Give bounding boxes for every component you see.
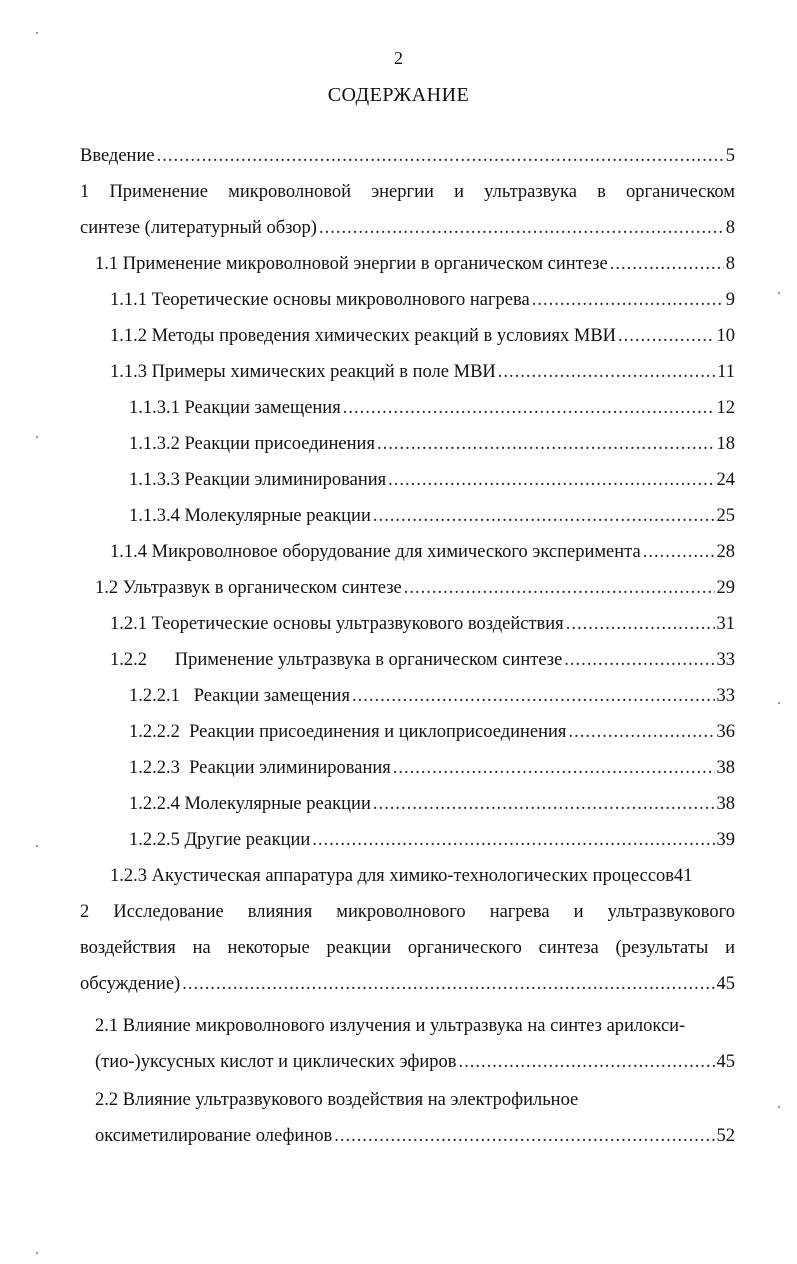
toc-entry-1-1[interactable] <box>95 246 735 282</box>
scan-speck <box>36 436 38 438</box>
dot-leader <box>532 282 724 318</box>
toc-entry-2-2-line1[interactable]: 2.2 Влияние ультразвукового воздействия на электрофильное <box>95 1090 579 1110</box>
scan-speck <box>36 1252 38 1254</box>
toc-entry-page: 36 <box>716 722 735 742</box>
toc-entry-title: 1.1.2 Методы проведения химических реакций в условиях МВИ <box>110 326 617 346</box>
toc-entry-page: 11 <box>717 362 735 382</box>
dot-leader <box>568 714 714 750</box>
toc-entry-2-1[interactable] <box>95 1044 735 1080</box>
toc-entry-title: 1.2.2.1 Реакции замещения <box>129 686 350 706</box>
toc-entry-title: оксиметилирование олефинов <box>95 1126 333 1146</box>
dot-leader <box>393 750 715 786</box>
toc-entry-page: 28 <box>716 542 735 562</box>
toc-entry-1-1-3[interactable] <box>110 354 735 390</box>
dot-leader <box>157 138 724 174</box>
toc-entry-page: 9 <box>725 290 735 310</box>
toc-entry-title: 1.2.2 Применение ультразвука в органическом синтезе <box>110 650 563 670</box>
toc-entry-title: 1.1.3.2 Реакции присоединения <box>129 434 375 454</box>
toc-entry-page: 38 <box>716 758 735 778</box>
toc-entry-1-2-2-2[interactable] <box>129 714 735 750</box>
toc-entry-1-1-3-3[interactable] <box>129 462 735 498</box>
toc-entry-title: 1.1.3 Примеры химических реакций в поле МВИ <box>110 362 496 382</box>
toc-entry-1-1-3-1[interactable] <box>129 390 735 426</box>
toc-entry-ch1-line1[interactable]: 1 Применение микроволновой энергии и ультразвука в органическом <box>80 182 735 202</box>
dot-leader <box>610 246 724 282</box>
scan-speck <box>36 32 38 34</box>
toc-entry-1-1-2[interactable] <box>110 318 735 354</box>
toc-entry-page: 25 <box>716 506 735 526</box>
toc-entry-title: обсуждение) <box>80 974 181 994</box>
toc-entry-page: 24 <box>716 470 735 490</box>
dot-leader <box>319 210 724 246</box>
dot-leader <box>643 534 715 570</box>
toc-entry-1-2-2-3[interactable] <box>129 750 735 786</box>
toc-entry-page: 45 <box>716 974 735 994</box>
toc-entry-title: 1.2.2.4 Молекулярные реакции <box>129 794 371 814</box>
toc-entry-page: 39 <box>716 830 735 850</box>
dot-leader <box>352 678 715 714</box>
toc-entry-1-2-1[interactable] <box>110 606 735 642</box>
dot-leader <box>377 426 715 462</box>
dot-leader <box>566 606 715 642</box>
toc-entry-page: 45 <box>716 1052 735 1072</box>
dot-leader <box>388 462 714 498</box>
toc-entry-1-1-4[interactable] <box>110 534 735 570</box>
toc-entry-1-1-1[interactable] <box>110 282 735 318</box>
toc-entry-2-1-line1[interactable]: 2.1 Влияние микроволнового излучения и ультразвука на синтез арилокси- <box>95 1016 686 1036</box>
page-title: СОДЕРЖАНИЕ <box>327 84 470 106</box>
toc-entry-1-2-3[interactable] <box>110 858 735 894</box>
toc-entry-title: 1.1.3.1 Реакции замещения <box>129 398 341 418</box>
scan-speck <box>778 702 780 704</box>
dot-leader <box>373 786 715 822</box>
toc-entry-title: 1.1 Применение микроволновой энергии в органическом синтезе <box>95 254 608 274</box>
toc-entry-ch2-line1[interactable]: 2 Исследование влияния микроволнового нагрева и ультразвукового <box>80 902 735 922</box>
toc-entry-page: 31 <box>716 614 735 634</box>
dot-leader <box>404 570 715 606</box>
toc-entry-page: 5 <box>725 146 735 166</box>
toc-entry-title: 1.1.3.3 Реакции элиминирования <box>129 470 387 490</box>
toc-entry-ch2-line2[interactable]: воздействия на некоторые реакции органического синтеза (результаты и <box>80 938 735 958</box>
toc-entry-1-2-2[interactable] <box>110 642 735 678</box>
toc-entry-title: 1.2.1 Теоретические основы ультразвукового воздействия <box>110 614 564 634</box>
toc-entry-1-2-2-5[interactable] <box>129 822 735 858</box>
toc-entry-title: 1.2 Ультразвук в органическом синтезе <box>95 578 402 598</box>
scan-speck <box>778 292 780 294</box>
toc-entry-title: 1.2.3 Акустическая аппаратура для химико-технологических процессов <box>110 866 675 886</box>
scan-speck <box>36 845 38 847</box>
toc-entry-page: 29 <box>716 578 735 598</box>
toc-entry-title: 1.2.2.2 Реакции присоединения и циклоприсоединения <box>129 722 567 742</box>
toc-entry-title: (тио-)уксусных кислот и циклических эфиров <box>95 1052 457 1072</box>
toc-entry-2-2[interactable] <box>95 1118 735 1154</box>
toc-entry-page: 38 <box>716 794 735 814</box>
toc-entry-1-2-2-4[interactable] <box>129 786 735 822</box>
toc-entry-ch1[interactable] <box>80 210 735 246</box>
toc-entry-1-1-3-2[interactable] <box>129 426 735 462</box>
dot-leader <box>564 642 714 678</box>
toc-entry-page: 33 <box>716 686 735 706</box>
toc-entry-1-2[interactable] <box>95 570 735 606</box>
toc-entry-title: Введение <box>80 146 155 166</box>
dot-leader <box>343 390 715 426</box>
toc-entry-title: 1.2.2.3 Реакции элиминирования <box>129 758 391 778</box>
toc-entry-page: 33 <box>716 650 735 670</box>
dot-leader <box>182 966 714 1002</box>
dot-leader <box>618 318 714 354</box>
scan-speck <box>778 1106 780 1108</box>
toc-entry-1-1-3-4[interactable] <box>129 498 735 534</box>
dot-leader <box>312 822 714 858</box>
toc-entry-title: 1.1.1 Теоретические основы микроволнового нагрева <box>110 290 530 310</box>
toc-entry-page: 12 <box>716 398 735 418</box>
toc-entry-page: 10 <box>716 326 735 346</box>
toc-entry-page: 41 <box>674 866 693 886</box>
toc-entry-page: 8 <box>725 254 735 274</box>
toc-entry-title: 1.2.2.5 Другие реакции <box>129 830 311 850</box>
toc-entry-page: 18 <box>716 434 735 454</box>
toc-entry-intro[interactable] <box>80 138 735 174</box>
toc-entry-title: 1.1.4 Микроволновое оборудование для химического эксперимента <box>110 542 641 562</box>
page-number: 2 <box>394 48 403 68</box>
dot-leader <box>498 354 715 390</box>
dot-leader <box>334 1118 714 1154</box>
toc-entry-ch2[interactable] <box>80 966 735 1002</box>
toc-entry-page: 52 <box>716 1126 735 1146</box>
toc-entry-title: синтезе (литературный обзор) <box>80 218 317 238</box>
toc-entry-1-2-2-1[interactable] <box>129 678 735 714</box>
toc-entry-title: 1.1.3.4 Молекулярные реакции <box>129 506 371 526</box>
toc-entry-page: 8 <box>725 218 735 238</box>
dot-leader <box>373 498 715 534</box>
dot-leader <box>459 1044 715 1080</box>
